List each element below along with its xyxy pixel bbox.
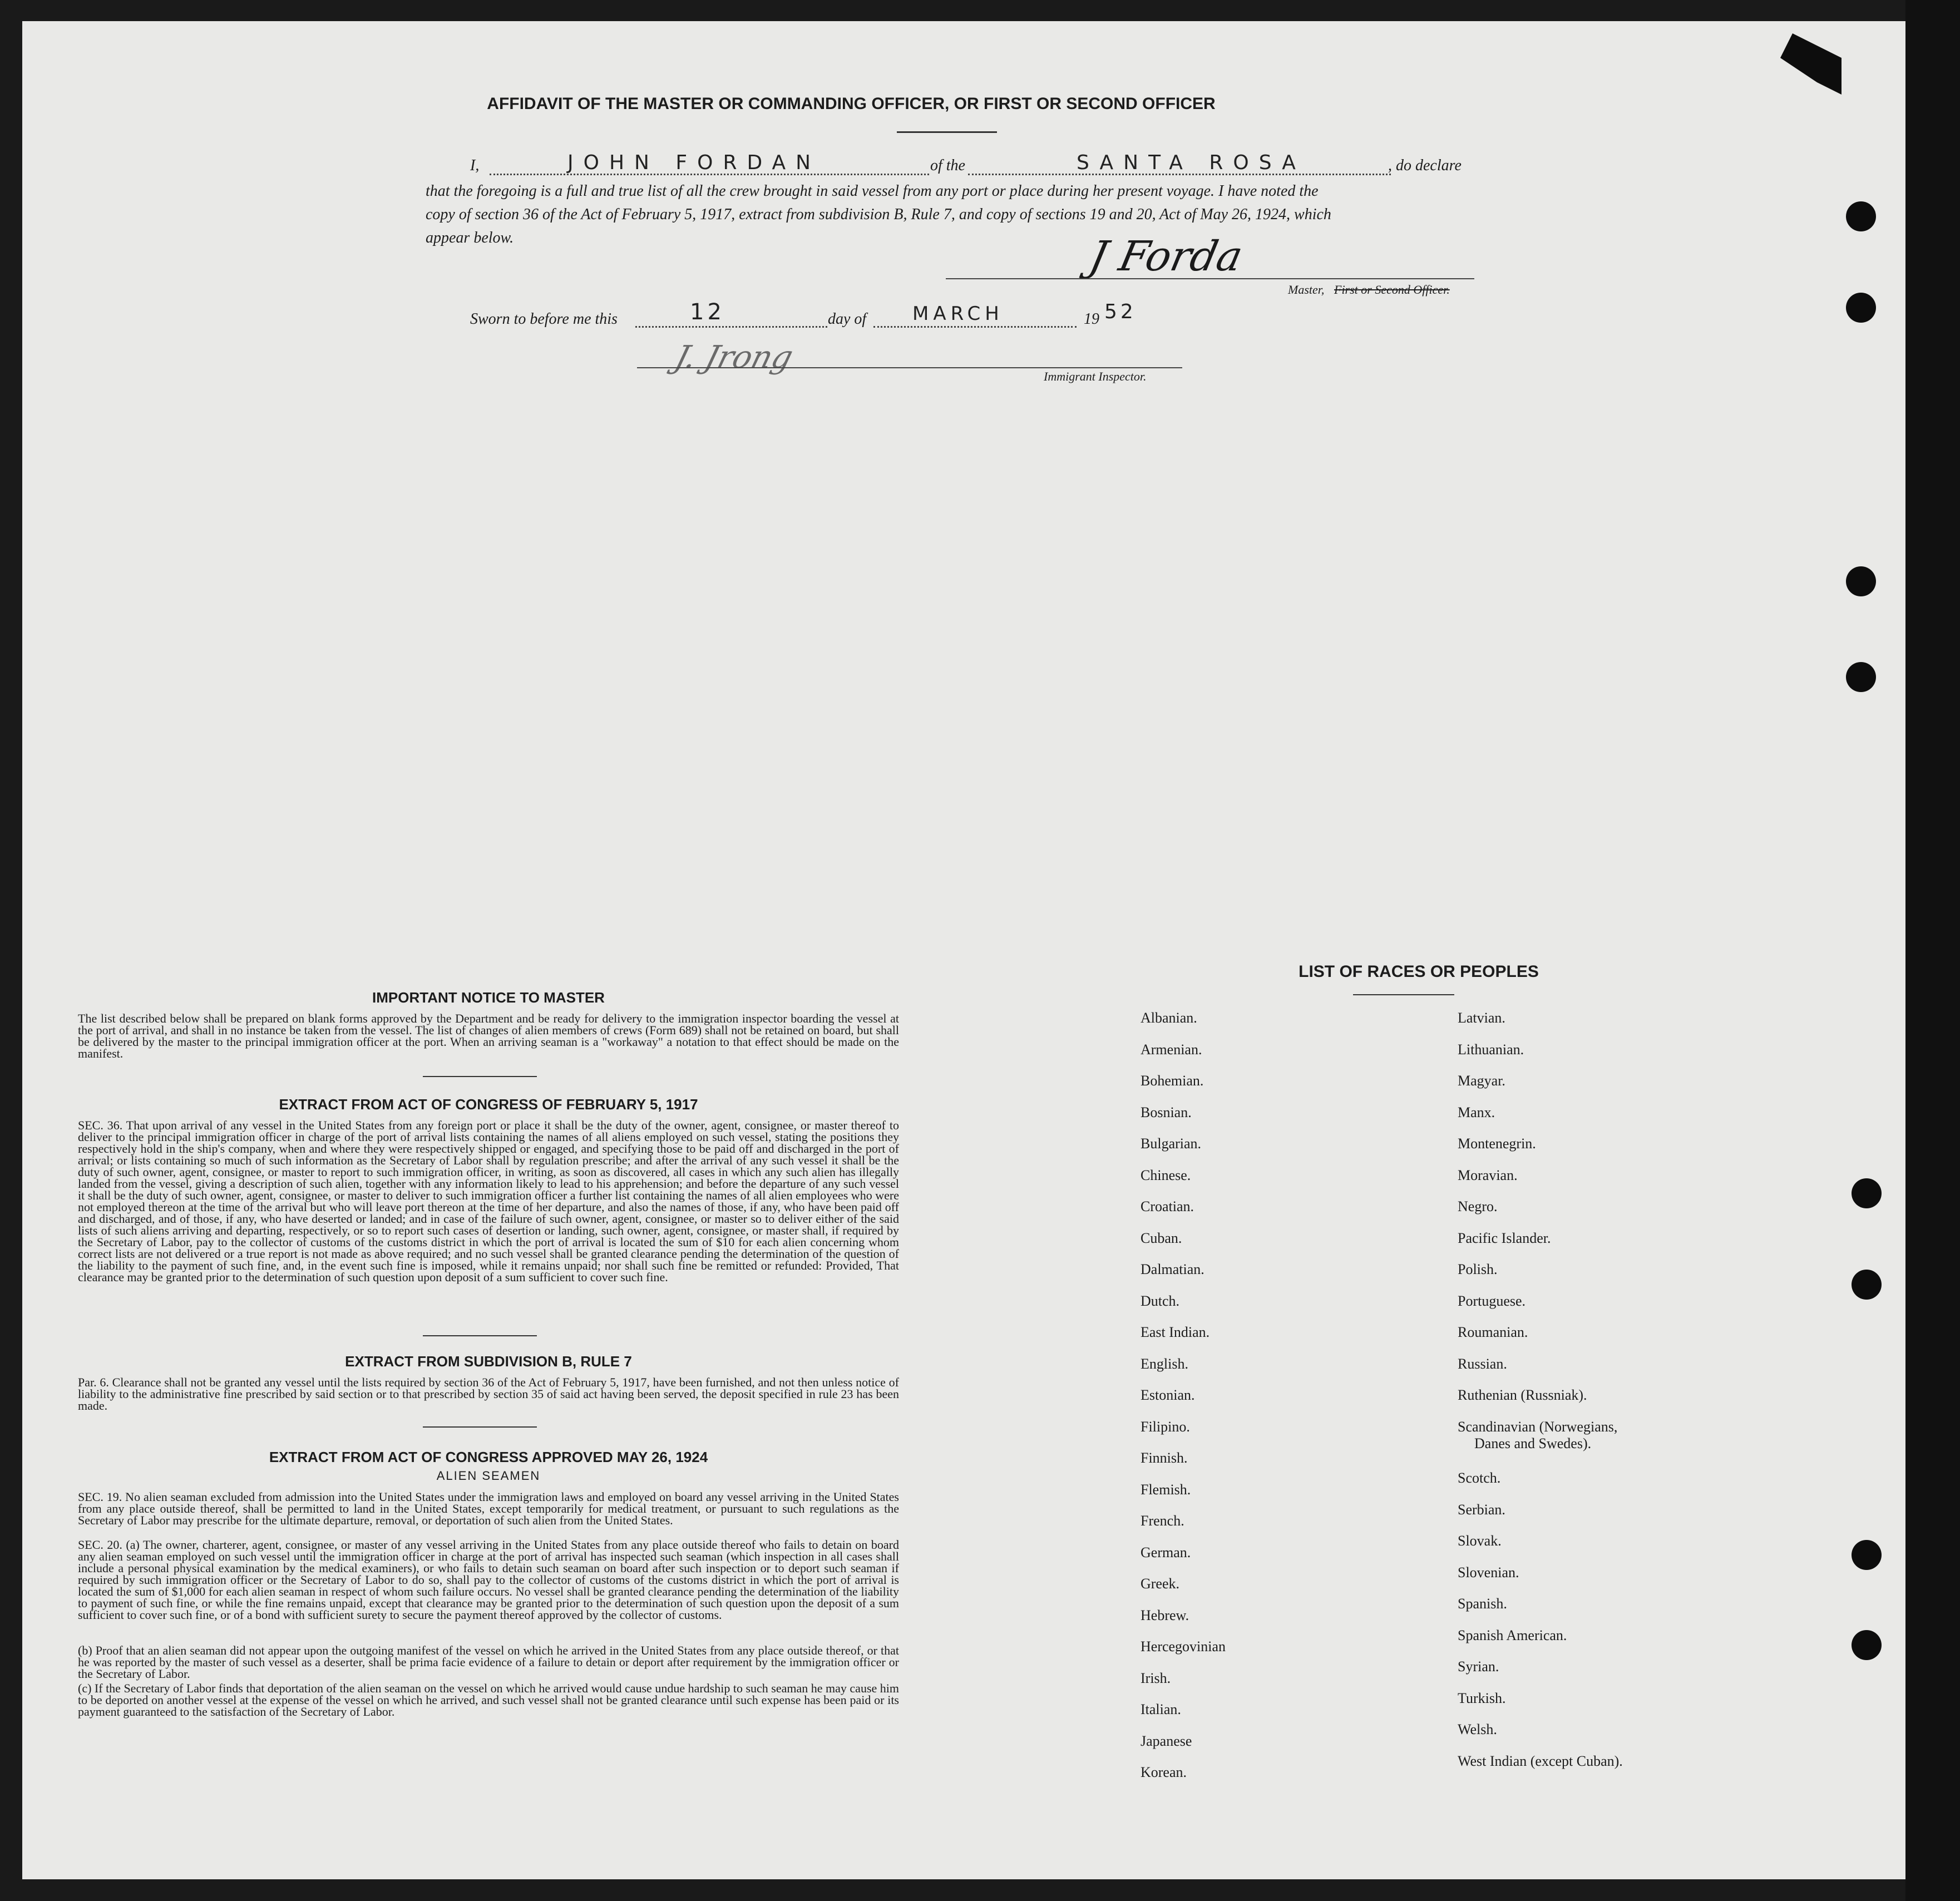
race-item: Hebrew.	[1141, 1607, 1189, 1623]
races-divider	[1353, 994, 1454, 995]
punch-hole	[1846, 662, 1876, 692]
race-item: Hercegovinian	[1141, 1638, 1226, 1655]
race-item: Slovenian.	[1458, 1564, 1519, 1581]
race-item: Dutch.	[1141, 1292, 1180, 1309]
race-item: Bosnian.	[1141, 1104, 1192, 1120]
race-item: Turkish.	[1458, 1690, 1506, 1706]
punch-hole	[1846, 566, 1876, 596]
race-item: Korean.	[1141, 1764, 1187, 1780]
race-item: Cuban.	[1141, 1230, 1182, 1246]
notice-title: IMPORTANT NOTICE TO MASTER	[372, 989, 605, 1006]
punch-hole	[1852, 1540, 1882, 1570]
race-item: Greek.	[1141, 1576, 1180, 1592]
punch-hole	[1846, 201, 1876, 231]
rule7-title: EXTRACT FROM SUBDIVISION B, RULE 7	[345, 1353, 632, 1370]
i-label: I,	[470, 157, 480, 174]
punch-hole	[1852, 1270, 1882, 1300]
race-item: Finnish.	[1141, 1450, 1188, 1466]
sworn-month-line	[873, 326, 1077, 328]
extract-1924-subtitle: ALIEN SEAMEN	[436, 1469, 541, 1483]
notice-text: The list described below shall be prepared on blank forms approved by the Department and be ready for delivery to the immigration inspector boarding the vessel at the port of arrival, and shall in no instance be taken from the vessel. The list of changes of alien members of crews (Form 689) shall not be retained on board, but shall be delivered by the master to the principal immigration officer at the port. When an arriving seaman is a "workaway" a notation to that effect should be made on the manifest.	[78, 1011, 899, 1060]
race-item: Croatian.	[1141, 1198, 1194, 1214]
race-item: Serbian.	[1458, 1501, 1505, 1518]
scan-border	[1905, 0, 1960, 1901]
race-item: Dalmatian.	[1141, 1261, 1204, 1277]
race-item: Slovak.	[1458, 1533, 1502, 1549]
affidavit-body-line3: appear below.	[426, 229, 514, 246]
race-item: Bohemian.	[1141, 1073, 1204, 1089]
punch-hole	[1852, 1630, 1882, 1660]
race-item: Ruthenian (Russniak).	[1458, 1387, 1587, 1403]
race-item: Flemish.	[1141, 1481, 1191, 1498]
race-item: Albanian.	[1141, 1010, 1197, 1026]
race-item: Armenian.	[1141, 1041, 1202, 1058]
race-item: Bulgarian.	[1141, 1135, 1202, 1152]
master-name: JOHN FORDAN	[567, 151, 821, 174]
extract-1917-title: EXTRACT FROM ACT OF CONGRESS OF FEBRUARY 5, 1917	[279, 1096, 698, 1113]
race-item: German.	[1141, 1544, 1191, 1561]
races-title: LIST OF RACES OR PEOPLES	[1299, 962, 1539, 981]
master-signature: J Forda	[1085, 233, 1247, 280]
sworn-day-line	[635, 326, 827, 328]
race-item: Syrian.	[1458, 1658, 1499, 1675]
race-item: Spanish American.	[1458, 1627, 1567, 1643]
race-item: Chinese.	[1141, 1167, 1191, 1183]
divider	[423, 1426, 537, 1428]
sec20a-text: SEC. 20. (a) The owner, charterer, agent, consignee, or master of any vessel arriving in the United States from any place outside thereof who fails to detain on board any alien seaman employed on such vessel until the immigration officer in charge at the port of arrival has inspected such seaman (which inspection in all cases shall include a personal physical examination by the medical examiners), or who fails to detain such seaman on board after such inspection or to deport such seaman if required by such immigration officer or the Secretary of Labor to do so, shall pay to the collector of customs of the customs district in which the port of arrival is located the sum of $1,000 for each alien seaman in respect of whom such failure occurs. No vessel shall be granted clearance pending the determination of the liability to payment of such fine, or while the fine remains unpaid, except that clearance may be granted prior to the determination of such question upon the deposit of a sum sufficient to cover such fine, or of a bond with sufficient surety to secure the payment thereof approved by the collector of customs.	[78, 1538, 899, 1622]
race-item: Irish.	[1141, 1670, 1171, 1686]
day-of-label: day of	[828, 310, 867, 328]
race-item: Russian.	[1458, 1355, 1507, 1372]
race-item: Negro.	[1458, 1198, 1498, 1214]
inspector-signature: J. Jrong	[671, 339, 797, 376]
race-item: Scandinavian (Norwegians,	[1458, 1418, 1618, 1435]
race-item: Estonian.	[1141, 1387, 1195, 1403]
race-item: French.	[1141, 1513, 1184, 1529]
race-item: Welsh.	[1458, 1721, 1497, 1737]
race-item: Filipino.	[1141, 1418, 1190, 1435]
race-item: Pacific Islander.	[1458, 1230, 1551, 1246]
affidavit-body-line2: copy of section 36 of the Act of February 5, 1917, extract from subdivision B, Rule 7, and copy of sections 19 and 20, Act of May 26, 1924, which	[426, 206, 1331, 223]
master-label: Master,	[1288, 283, 1325, 297]
race-item: Magyar.	[1458, 1073, 1505, 1089]
inspector-line	[637, 367, 1182, 368]
race-item: Latvian.	[1458, 1010, 1505, 1026]
sworn-label: Sworn to before me this	[470, 310, 618, 328]
race-item: East Indian.	[1141, 1324, 1210, 1340]
inspector-label: Immigrant Inspector.	[1044, 369, 1147, 383]
extract-1924-title: EXTRACT FROM ACT OF CONGRESS APPROVED MAY 26, 1924	[269, 1449, 708, 1465]
sworn-month: MARCH	[912, 303, 1004, 325]
race-item: Spanish.	[1458, 1596, 1507, 1612]
extract-1917-text: SEC. 36. That upon arrival of any vessel in the United States from any foreign port or place it shall be the duty of the owner, agent, consignee, or master thereof to deliver to the principal immigration officer in charge of the port of arrival lists containing the names of all aliens employed on such vessel, stating the positions they respectively hold in the ship's company, when and where they were respectively shipped or engaged, and specifying those to be paid off and discharged in the port of arrival; or lists containing so much of such information as the Secretary of Labor shall by regulation prescribe; and after the arrival of any such vessel it shall be the duty of such owner, agent, consignee, or master to report to such immigration officer, in writing, as soon as discovered, all cases in which any such alien has illegally landed from the vessel, giving a description of such alien, together with any information likely to lead to his apprehension; and before the departure of any such vessel it shall be the duty of such owner, agent, consignee, or master to deliver to such immigration officer a further list containing the names of all alien employees who were not employed thereon at the time of the arrival but who will leave port thereon at the time of her departure, and also the names of those, if any, who have been paid off and discharged, and of those, if any, who have deserted or landed; and in case of the failure of such owner, agent, consignee, or master so to deliver either of the said lists of such aliens arriving and departing, respectively, or so to report such cases of desertion or landing, such owner, agent, consignee, or master shall, if required by the Secretary of Labor, pay to the collector of customs of the customs district in which the port of arrival is located the sum of $10 for each alien concerning whom correct lists are not delivered or a true report is not made as above required; and no such vessel shall be granted clearance pending the determination of the question of the liability to the payment of such fine, and, in the event such fine is imposed, while it remains unpaid; nor shall such fine be remitted or refunded: Provided, That clearance may be granted prior to the determination of such question upon deposit of a sum sufficient to cover such fine.	[78, 1118, 899, 1284]
punch-hole	[1846, 293, 1876, 323]
rule7-text: Par. 6. Clearance shall not be granted any vessel until the lists required by section 36 of the Act of February 5, 1917, have been furnished, and not then unless notice of liability to the administrative fine prescribed by said section or to that prescribed by section 35 of said act having been served, the deposit specified in rule 23 has been made.	[78, 1375, 899, 1413]
master-signature-line	[946, 278, 1474, 279]
race-item: West Indian (except Cuban).	[1458, 1752, 1623, 1769]
affidavit-body-line1: that the foregoing is a full and true list of all the crew brought in said vessel from any port or place during her present voyage. I have noted the	[426, 182, 1319, 200]
vessel-name: SANTA ROSA	[1077, 151, 1306, 174]
sec19-text: SEC. 19. No alien seaman excluded from admission into the United States under the immigration laws and employed on board any vessel arriving in the United States from any place outside thereof, shall be permitted to land in the United States, except temporarily for medical treatment, or pursuant to such regulations as the Secretary of Labor may prescribe for the ultimate departure, removal, or deportation of such alien from the United States.	[78, 1490, 899, 1527]
year-prefix: 19	[1084, 310, 1099, 328]
affidavit-title: AFFIDAVIT OF THE MASTER OR COMMANDING OFFICER, OR FIRST OR SECOND OFFICER	[487, 95, 1216, 113]
struck-officer-label: First or Second Officer.	[1334, 283, 1450, 297]
divider	[423, 1076, 537, 1077]
race-item: Italian.	[1141, 1701, 1181, 1717]
divider	[423, 1335, 537, 1336]
race-item: English.	[1141, 1355, 1188, 1372]
sworn-day: 12	[690, 299, 725, 325]
race-item: Lithuanian.	[1458, 1041, 1524, 1058]
sec20b-text: (b) Proof that an alien seaman did not appear upon the outgoing manifest of the vessel on which he arrived in the United States from any place outside thereof, or that he was reported by the master of such vessel as a deserter, shall be prima facie evidence of a failure to detain or deport after requirement by the immigration officer or the Secretary of Labor.	[78, 1643, 899, 1681]
race-item: Moravian.	[1458, 1167, 1518, 1183]
punch-hole	[1852, 1178, 1882, 1208]
year-suffix: 52	[1104, 300, 1137, 323]
race-item: Manx.	[1458, 1104, 1495, 1120]
race-item: Roumanian.	[1458, 1324, 1528, 1340]
sec20c-text: (c) If the Secretary of Labor finds that deportation of the alien seaman on the vessel on which he arrived would cause undue hardship to such seaman he may cause him to be deported on another vessel at the expense of the vessel on which he arrived, and such vessel shall not be granted clearance until such expense has been paid or its payment guaranteed to the satisfaction of the Secretary of Labor.	[78, 1681, 899, 1719]
of-the-label: of the	[930, 157, 965, 174]
race-item: Danes and Swedes).	[1474, 1435, 1592, 1451]
race-item: Portuguese.	[1458, 1292, 1526, 1309]
race-item: Montenegrin.	[1458, 1135, 1536, 1152]
race-item: Polish.	[1458, 1261, 1498, 1277]
declare-label: , do declare	[1388, 157, 1462, 174]
title-divider	[897, 131, 997, 133]
race-item: Japanese	[1141, 1732, 1192, 1749]
race-item: Scotch.	[1458, 1470, 1501, 1486]
